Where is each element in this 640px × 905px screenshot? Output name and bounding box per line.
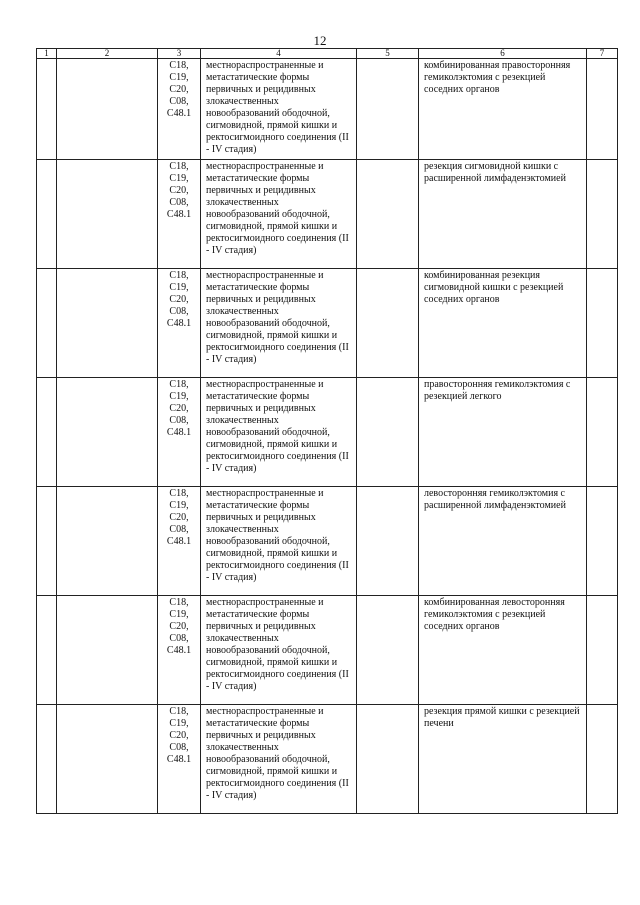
icd-code: C20, [169, 403, 189, 414]
icd-code: C19, [169, 72, 189, 83]
col2-cell [57, 378, 158, 487]
icd-code: C18, [169, 597, 189, 608]
diagnosis-description: местнораспространенные и метастатические формы первичных и рецидивных злокачественных новообразований ободочной, сигмовидной, прямой кишки и ректосигмоидного соединения (II - IV стадия) [201, 59, 357, 160]
icd-code: C48.1 [166, 209, 192, 220]
col5-cell [357, 487, 419, 596]
icd-code: C19, [169, 718, 189, 729]
column-number: 5 [357, 49, 419, 59]
icd-code: C08, [169, 197, 189, 208]
icd-code: C20, [169, 294, 189, 305]
icd-code: C08, [169, 524, 189, 535]
col5-cell [357, 59, 419, 160]
col2-cell [57, 596, 158, 705]
page-number: 12 [313, 33, 327, 48]
col1-cell [37, 269, 57, 378]
col5-cell [357, 378, 419, 487]
col1-cell [37, 378, 57, 487]
table-row [37, 705, 618, 814]
treatment-method: левосторонняя гемиколэктомия с расширенной лимфаденэктомией [419, 487, 587, 596]
table-row [37, 378, 618, 487]
column-number: 6 [419, 49, 587, 59]
icd-code: C20, [169, 84, 189, 95]
treatment-method: резекция прямой кишки с резекцией печени [419, 705, 587, 814]
icd-code: C18, [169, 488, 189, 499]
col2-cell [57, 705, 158, 814]
col5-cell [357, 160, 419, 269]
icd-code: C20, [169, 621, 189, 632]
icd-code: C08, [169, 742, 189, 753]
icd-code: C08, [169, 306, 189, 317]
icd-codes-cell [158, 269, 201, 378]
icd-code: C20, [169, 730, 189, 741]
col7-cell [587, 596, 618, 705]
col5-cell [357, 705, 419, 814]
icd-code: C19, [169, 282, 189, 293]
icd-code: C08, [169, 633, 189, 644]
column-number: 4 [201, 49, 357, 59]
icd-code: C19, [169, 391, 189, 402]
icd-code: C48.1 [166, 645, 192, 656]
treatment-method: комбинированная левосторонняя гемиколэктомия с резекцией соседних органов [419, 596, 587, 705]
icd-code: C48.1 [166, 318, 192, 329]
column-number: 3 [158, 49, 201, 59]
column-number: 7 [587, 49, 618, 59]
table-row [37, 596, 618, 705]
column-number: 2 [57, 49, 158, 59]
treatment-method: резекция сигмовидной кишки с расширенной лимфаденэктомией [419, 160, 587, 269]
icd-code: C20, [169, 512, 189, 523]
column-number: 1 [37, 49, 57, 59]
icd-code: C48.1 [166, 536, 192, 547]
icd-code: C20, [169, 185, 189, 196]
icd-code: C19, [169, 173, 189, 184]
icd-code: C08, [169, 415, 189, 426]
col7-cell [587, 269, 618, 378]
col1-cell [37, 59, 57, 160]
icd-codes-cell [158, 596, 201, 705]
icd-codes-cell [158, 378, 201, 487]
col2-cell [57, 160, 158, 269]
col7-cell [587, 378, 618, 487]
col7-cell [587, 59, 618, 160]
diagnosis-description: местнораспространенные и метастатические формы первичных и рецидивных злокачественных новообразований ободочной, сигмовидной, прямой кишки и ректосигмоидного соединения (II - IV стадия) [201, 378, 357, 487]
table-row [37, 487, 618, 596]
col7-cell [587, 160, 618, 269]
col1-cell [37, 160, 57, 269]
col1-cell [37, 705, 57, 814]
icd-code: C48.1 [166, 108, 192, 119]
col2-cell [57, 59, 158, 160]
icd-code: C19, [169, 609, 189, 620]
icd-code: C18, [169, 161, 189, 172]
diagnosis-description: местнораспространенные и метастатические формы первичных и рецидивных злокачественных новообразований ободочной, сигмовидной, прямой кишки и ректосигмоидного соединения (II - IV стадия) [201, 596, 357, 705]
diagnosis-description: местнораспространенные и метастатические формы первичных и рецидивных злокачественных новообразований ободочной, сигмовидной, прямой кишки и ректосигмоидного соединения (II - IV стадия) [201, 160, 357, 269]
col5-cell [357, 269, 419, 378]
treatment-method: правосторонняя гемиколэктомия с резекцией легкого [419, 378, 587, 487]
icd-codes-cell [158, 705, 201, 814]
column-number-row [37, 49, 618, 59]
icd-code: C08, [169, 96, 189, 107]
col2-cell [57, 269, 158, 378]
icd-codes-cell [158, 487, 201, 596]
col7-cell [587, 487, 618, 596]
table-row [37, 160, 618, 269]
diagnosis-description: местнораспространенные и метастатические формы первичных и рецидивных злокачественных новообразований ободочной, сигмовидной, прямой кишки и ректосигмоидного соединения (II - IV стадия) [201, 705, 357, 814]
icd-codes-cell [158, 59, 201, 160]
col1-cell [37, 487, 57, 596]
table-row [37, 59, 618, 160]
col7-cell [587, 705, 618, 814]
diagnosis-description: местнораспространенные и метастатические формы первичных и рецидивных злокачественных новообразований ободочной, сигмовидной, прямой кишки и ректосигмоидного соединения (II - IV стадия) [201, 269, 357, 378]
treatment-table [36, 48, 618, 814]
table-row [37, 269, 618, 378]
icd-code: C18, [169, 270, 189, 281]
diagnosis-description: местнораспространенные и метастатические формы первичных и рецидивных злокачественных новообразований ободочной, сигмовидной, прямой кишки и ректосигмоидного соединения (II - IV стадия) [201, 487, 357, 596]
icd-code: C18, [169, 706, 189, 717]
treatment-method: комбинированная резекция сигмовидной кишки с резекцией соседних органов [419, 269, 587, 378]
treatment-method: комбинированная правосторонняя гемиколэктомия с резекцией соседних органов [419, 59, 587, 160]
icd-code: C48.1 [166, 754, 192, 765]
icd-code: C19, [169, 500, 189, 511]
col5-cell [357, 596, 419, 705]
icd-code: C48.1 [166, 427, 192, 438]
col1-cell [37, 596, 57, 705]
icd-codes-cell [158, 160, 201, 269]
col2-cell [57, 487, 158, 596]
icd-code: C18, [169, 60, 189, 71]
icd-code: C18, [169, 379, 189, 390]
